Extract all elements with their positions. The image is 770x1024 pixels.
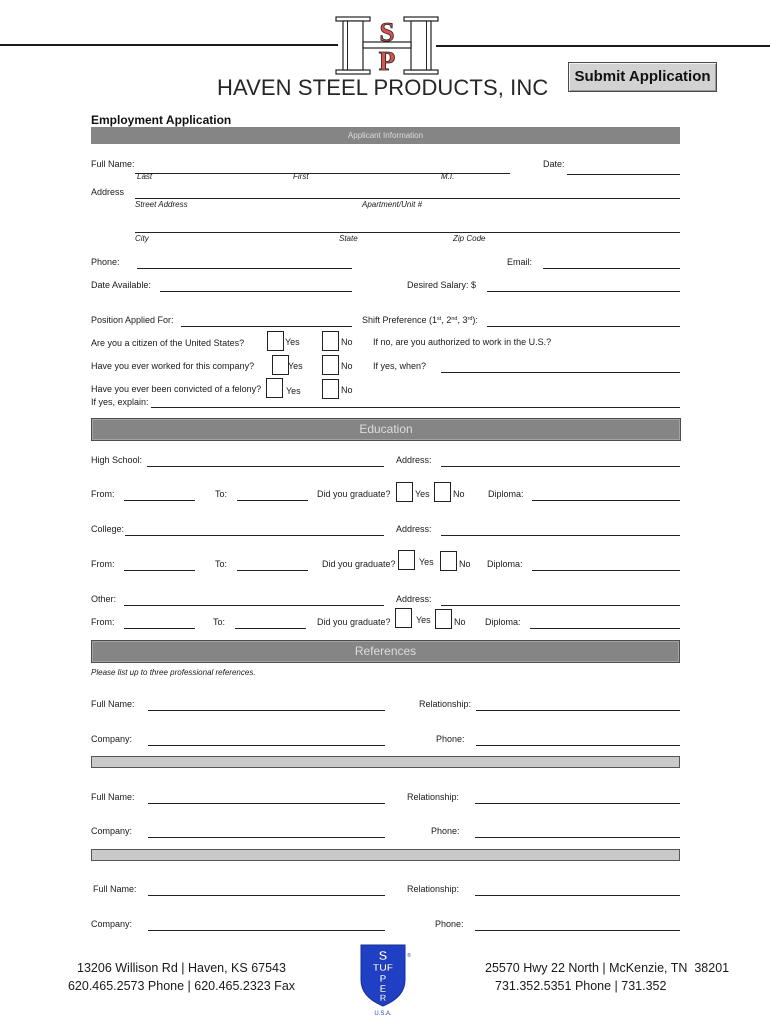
reference-3-company-field[interactable] (148, 920, 385, 931)
state-sublabel: State (339, 234, 358, 243)
high-school-graduate-question: Did you graduate? (317, 489, 391, 499)
shift-preference-field[interactable] (487, 316, 680, 327)
high-school-graduate-no-checkbox[interactable] (434, 482, 451, 502)
footer-mckenzie-address: 25570 Hwy 22 North | McKenzie, TN 38201 (485, 961, 730, 975)
citizen-no-label: No (341, 337, 353, 347)
worked-here-question: Have you ever worked for this company? (91, 361, 255, 371)
logo-letter-s: S (379, 17, 395, 47)
worked-here-yes-label: Yes (288, 361, 303, 371)
shift-ordinal-suffix: st (437, 316, 442, 322)
reference-2-company-field[interactable] (148, 827, 385, 838)
badge-letter: P (379, 974, 387, 985)
reference-2-phone-field[interactable] (475, 827, 680, 838)
logo-letter-p: P (378, 46, 396, 76)
last-name-sublabel: Last (137, 172, 153, 181)
reference-1-company-field[interactable] (148, 735, 385, 746)
felony-explain-field[interactable] (151, 397, 680, 408)
high-school-to-field[interactable] (237, 490, 308, 501)
hsp-logo (336, 17, 438, 76)
other-school-field[interactable] (124, 595, 384, 606)
reference-1-name-label: Full Name: (91, 699, 135, 709)
work-authorization-question: If no, are you authorized to work in the U.S.? (373, 337, 552, 347)
super-tuf-badge-logo (356, 940, 416, 1022)
footer-haven-address: 13206 Willison Rd | Haven, KS 67543 (77, 961, 286, 975)
education-header: Education (91, 418, 681, 441)
felony-question: Have you ever been convicted of a felony? (91, 384, 262, 394)
other-school-graduate-yes-label: Yes (416, 615, 431, 625)
other-school-from-field[interactable] (124, 618, 195, 629)
felony-yes-label: Yes (286, 386, 301, 396)
college-graduate-no-label: No (459, 559, 471, 569)
college-diploma-field[interactable] (532, 560, 680, 571)
form-title: Employment Application (91, 113, 232, 127)
high-school-graduate-yes-label: Yes (415, 489, 430, 499)
other-school-graduate-no-label: No (454, 617, 466, 627)
college-address-label: Address: (396, 524, 432, 534)
worked-here-no-label: No (341, 361, 353, 371)
high-school-diploma-field[interactable] (532, 490, 680, 501)
college-from-label: From: (91, 559, 115, 569)
footer-mckenzie-contact: 731.352.5351 Phone | 731.352 (495, 979, 667, 993)
badge-letter: R (379, 993, 387, 1003)
other-school-to-field[interactable] (235, 618, 306, 629)
other-school-to-label: To: (213, 617, 226, 627)
shift-preference-label (362, 315, 478, 325)
reference-1-relationship-label: Relationship: (419, 699, 472, 709)
reference-divider (91, 849, 680, 861)
company-name: HAVEN STEEL PRODUCTS, INC (217, 75, 549, 100)
other-school-from-label: From: (91, 617, 115, 627)
felony-yes-checkbox[interactable] (266, 378, 283, 398)
college-graduate-yes-checkbox[interactable] (398, 550, 415, 570)
apartment-unit-sublabel: Apartment/Unit # (362, 200, 423, 209)
city-sublabel: City (135, 234, 149, 243)
high-school-graduate-yes-checkbox[interactable] (396, 482, 413, 502)
badge-cross-word: TUF (372, 962, 394, 974)
full-name-label: Full Name: (91, 159, 135, 169)
college-graduate-no-checkbox[interactable] (440, 551, 457, 571)
worked-here-no-checkbox[interactable] (322, 355, 339, 375)
other-school-graduate-no-checkbox[interactable] (435, 609, 452, 629)
high-school-from-label: From: (91, 489, 115, 499)
badge-registered-mark: ® (407, 953, 411, 959)
worked-here-yes-checkbox[interactable] (272, 355, 289, 375)
date-label: Date: (543, 159, 565, 169)
felony-no-checkbox[interactable] (322, 379, 339, 399)
street-address-field[interactable] (135, 188, 680, 199)
citizen-yes-label: Yes (285, 337, 300, 347)
high-school-graduate-no-label: No (453, 489, 465, 499)
reference-2-company-label: Company: (91, 826, 133, 836)
submit-application-button[interactable]: Submit Application (568, 62, 717, 92)
college-graduate-yes-label: Yes (419, 557, 434, 567)
date-available-field[interactable] (160, 281, 352, 292)
reference-divider (91, 756, 680, 768)
citizen-yes-checkbox[interactable] (267, 331, 284, 351)
reference-2-relationship-label: Relationship: (407, 792, 460, 802)
other-school-diploma-field[interactable] (530, 618, 680, 629)
shift-ordinal-suffix: rd (467, 316, 473, 322)
desired-salary-label: Desired Salary: $ (407, 280, 477, 290)
email-label: Email: (507, 257, 533, 267)
reference-3-relationship-field[interactable] (475, 885, 680, 896)
reference-3-phone-label: Phone: (435, 919, 464, 929)
address-label: Address (91, 187, 125, 197)
reference-2-phone-label: Phone: (431, 826, 460, 836)
shift-label-text: , 3 (457, 315, 468, 325)
street-address-sublabel: Street Address (135, 200, 188, 209)
high-school-label: High School: (91, 455, 143, 465)
phone-field[interactable] (137, 258, 352, 269)
desired-salary-field[interactable] (487, 281, 680, 292)
shift-label-text: , 2 (441, 315, 452, 325)
other-school-address-field[interactable] (441, 595, 680, 606)
other-school-diploma-label: Diploma: (485, 617, 521, 627)
high-school-address-label: Address: (396, 455, 432, 465)
date-available-label: Date Available: (91, 280, 151, 290)
citizen-question: Are you a citizen of the United States? (91, 338, 245, 348)
reference-2-relationship-field[interactable] (475, 793, 680, 804)
middle-initial-sublabel: M.I. (441, 172, 455, 181)
college-label: College: (91, 524, 125, 534)
high-school-address-field[interactable] (441, 456, 680, 467)
reference-3-company-label: Company: (91, 919, 133, 929)
badge-letter: S (378, 948, 388, 963)
shift-label-text: ): (472, 315, 478, 325)
shift-ordinal-suffix: nd (451, 316, 458, 322)
felony-no-label: No (341, 385, 353, 395)
badge-country: U.S.A. (374, 1011, 392, 1017)
phone-label: Phone: (91, 257, 120, 267)
high-school-field[interactable] (147, 456, 384, 467)
reference-2-name-label: Full Name: (91, 792, 135, 802)
college-to-label: To: (215, 559, 228, 569)
references-header: References (91, 640, 680, 663)
reference-1-company-label: Company: (91, 734, 133, 744)
reference-2-name-field[interactable] (148, 793, 385, 804)
reference-3-name-field[interactable] (148, 885, 385, 896)
college-to-field[interactable] (237, 560, 308, 571)
college-field[interactable] (125, 525, 384, 536)
applicant-information-header: Applicant Information (91, 127, 680, 144)
other-school-graduate-question: Did you graduate? (317, 617, 391, 627)
reference-3-phone-field[interactable] (475, 920, 680, 931)
high-school-from-field[interactable] (124, 490, 195, 501)
college-diploma-label: Diploma: (487, 559, 523, 569)
worked-when-field[interactable] (441, 362, 680, 373)
reference-1-relationship-field[interactable] (476, 700, 680, 711)
position-applied-label: Position Applied For: (91, 315, 174, 325)
worked-when-label: If yes, when? (373, 361, 427, 371)
reference-1-phone-label: Phone: (436, 734, 465, 744)
email-field[interactable] (543, 258, 680, 269)
college-address-field[interactable] (441, 525, 680, 536)
other-school-address-label: Address: (396, 594, 432, 604)
reference-3-relationship-label: Relationship: (407, 884, 460, 894)
other-school-label: Other: (91, 594, 117, 604)
college-graduate-question: Did you graduate? (322, 559, 396, 569)
zip-code-sublabel: Zip Code (453, 234, 486, 243)
high-school-diploma-label: Diploma: (488, 489, 524, 499)
college-from-field[interactable] (124, 560, 195, 571)
reference-1-name-field[interactable] (148, 700, 385, 711)
city-state-zip-field[interactable] (135, 222, 680, 233)
other-school-graduate-yes-checkbox[interactable] (395, 608, 412, 628)
references-note: Please list up to three professional references. (91, 668, 256, 677)
shift-label-text: Shift Preference (1 (362, 315, 438, 325)
citizen-no-checkbox[interactable] (322, 331, 339, 351)
badge-letter: E (379, 984, 387, 995)
reference-3-name-label: Full Name: (93, 884, 137, 894)
reference-1-phone-field[interactable] (476, 735, 680, 746)
felony-explain-label: If yes, explain: (91, 397, 149, 407)
first-name-sublabel: First (293, 172, 309, 181)
high-school-to-label: To: (215, 489, 228, 499)
footer-haven-contact: 620.465.2573 Phone | 620.465.2323 Fax (67, 979, 296, 993)
date-field[interactable] (567, 164, 680, 175)
position-applied-field[interactable] (181, 316, 352, 327)
